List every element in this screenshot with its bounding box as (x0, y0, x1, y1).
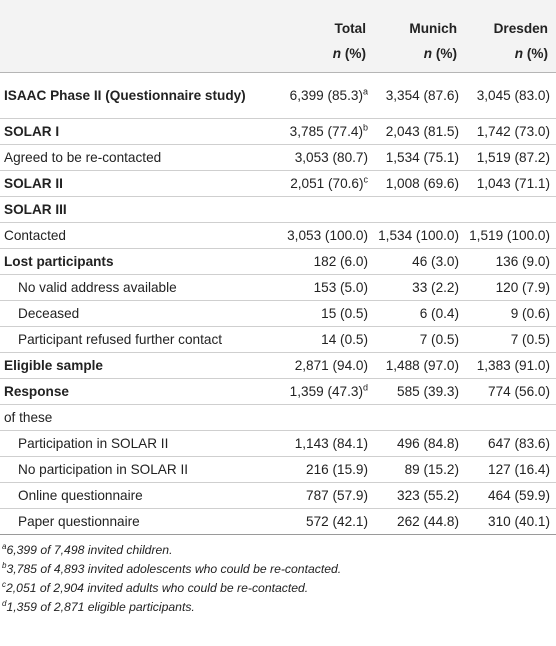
cell-munich (374, 145, 465, 171)
header-empty-cell (0, 0, 282, 37)
cell-value: 774 (56.0) (488, 384, 550, 399)
cell-total (282, 171, 374, 197)
cell-value: 1,043 (71.1) (476, 176, 550, 191)
row-label: Deceased (0, 301, 282, 327)
row-label: No participation in SOLAR II (0, 457, 282, 483)
cell-value: 1,008 (69.6) (385, 176, 459, 191)
cell-value: 6 (0.4) (419, 306, 459, 321)
cell-total (282, 431, 374, 457)
table-row (0, 379, 556, 405)
footnotes (0, 541, 556, 617)
cell-dresden (465, 379, 556, 405)
footnote-marker: b (362, 122, 368, 133)
row-label: No valid address available (0, 275, 282, 301)
cell-value: 182 (6.0) (313, 254, 368, 269)
footnote-mark: d (2, 598, 7, 608)
cell-value: 1,519 (100.0) (469, 228, 550, 243)
cell-value: 6,399 (85.3) (289, 88, 363, 103)
row-label: of these (0, 405, 282, 431)
cell-value: 7 (0.5) (510, 332, 550, 347)
row-label: Participation in SOLAR II (0, 431, 282, 457)
cell-munich (374, 171, 465, 197)
cell-munich (374, 353, 465, 379)
cell-munich (374, 275, 465, 301)
cell-value: 464 (59.9) (488, 488, 550, 503)
cell-value: 33 (2.2) (412, 280, 459, 295)
cell-value: 9 (0.6) (510, 306, 550, 321)
footnote-text: 3,785 of 4,893 invited adolescents who could be re-contacted. (6, 562, 342, 576)
cell-value: 1,742 (73.0) (476, 124, 550, 139)
table-body (0, 73, 556, 535)
cell-value: 127 (16.4) (488, 462, 550, 477)
table-row (0, 301, 556, 327)
cell-value: 3,045 (83.0) (476, 88, 550, 103)
footnote (2, 560, 556, 579)
table-row (0, 119, 556, 145)
cell-munich (374, 379, 465, 405)
cell-munich (374, 301, 465, 327)
cell-dresden (465, 249, 556, 275)
cell-value: 3,053 (80.7) (294, 150, 368, 165)
footnote (2, 579, 556, 598)
table-row (0, 73, 556, 119)
cell-total (282, 73, 374, 119)
cell-dresden (465, 431, 556, 457)
footnote-mark: b (2, 560, 7, 570)
footnote (2, 541, 556, 560)
row-label: Agreed to be re-contacted (0, 145, 282, 171)
footnote (2, 598, 556, 617)
row-label: Contacted (0, 223, 282, 249)
cell-total (282, 483, 374, 509)
cell-value: 1,488 (97.0) (385, 358, 459, 373)
table-row (0, 249, 556, 275)
cell-dresden (465, 171, 556, 197)
row-label: SOLAR III (0, 197, 282, 223)
cell-value: 46 (3.0) (412, 254, 459, 269)
table-header (0, 0, 556, 73)
footnote-text: 2,051 of 2,904 invited adults who could be re-contacted. (6, 581, 309, 595)
cell-value: 2,051 (70.6) (290, 176, 364, 191)
cell-dresden (465, 457, 556, 483)
cell-dresden (465, 145, 556, 171)
footnote-mark: a (2, 541, 7, 551)
cell-total (282, 405, 374, 431)
cell-value: 1,534 (100.0) (378, 228, 459, 243)
cell-value: 136 (9.0) (495, 254, 550, 269)
cell-value: 89 (15.2) (404, 462, 459, 477)
cell-total (282, 223, 374, 249)
cell-value: 3,785 (77.4) (289, 124, 363, 139)
subheader-pct: (%) (432, 45, 457, 61)
table-row (0, 197, 556, 223)
cell-value: 1,359 (47.3) (289, 384, 363, 399)
table-row (0, 275, 556, 301)
column-subheader-total (282, 37, 374, 73)
cell-dresden (465, 327, 556, 353)
cell-munich (374, 457, 465, 483)
cell-munich (374, 431, 465, 457)
cell-total (282, 275, 374, 301)
footnote-marker: d (362, 382, 368, 393)
column-header-total: Total (282, 0, 374, 37)
cell-dresden (465, 301, 556, 327)
cell-value: 1,519 (87.2) (476, 150, 550, 165)
cell-total (282, 353, 374, 379)
cell-munich (374, 483, 465, 509)
cell-total (282, 457, 374, 483)
cell-total (282, 379, 374, 405)
footnote-marker: c (363, 174, 368, 185)
row-label: SOLAR I (0, 119, 282, 145)
row-label: Response (0, 379, 282, 405)
cell-total (282, 197, 374, 223)
cell-dresden (465, 223, 556, 249)
subheader-n: n (332, 45, 342, 61)
cell-dresden (465, 509, 556, 535)
row-label: ISAAC Phase II (Questionnaire study) (0, 73, 282, 119)
cell-value: 496 (84.8) (397, 436, 459, 451)
table-row (0, 223, 556, 249)
cell-dresden (465, 275, 556, 301)
cell-dresden (465, 73, 556, 119)
cell-total (282, 301, 374, 327)
cell-value: 262 (44.8) (397, 514, 459, 529)
cell-value: 3,354 (87.6) (385, 88, 459, 103)
cell-munich (374, 73, 465, 119)
cell-value: 216 (15.9) (306, 462, 368, 477)
cell-value: 572 (42.1) (306, 514, 368, 529)
cell-value: 3,053 (100.0) (287, 228, 368, 243)
table-row (0, 353, 556, 379)
table-row (0, 145, 556, 171)
row-label: Online questionnaire (0, 483, 282, 509)
cell-munich (374, 197, 465, 223)
cell-value: 585 (39.3) (397, 384, 459, 399)
cell-value: 310 (40.1) (488, 514, 550, 529)
column-header-munich: Munich (374, 0, 465, 37)
cell-value: 2,043 (81.5) (385, 124, 459, 139)
cell-total (282, 249, 374, 275)
row-label: Participant refused further contact (0, 327, 282, 353)
cell-value: 1,143 (84.1) (294, 436, 368, 451)
subheader-pct: (%) (523, 45, 548, 61)
cell-munich (374, 405, 465, 431)
cell-value: 2,871 (94.0) (294, 358, 368, 373)
footnote-text: 6,399 of 7,498 invited children. (6, 543, 173, 557)
subheader-pct: (%) (341, 45, 366, 61)
table-row (0, 171, 556, 197)
cell-munich (374, 509, 465, 535)
column-header-dresden: Dresden (465, 0, 556, 37)
cell-munich (374, 119, 465, 145)
footnote-marker: a (362, 86, 368, 97)
cell-dresden (465, 119, 556, 145)
subheader-n: n (514, 45, 524, 61)
cell-munich (374, 327, 465, 353)
row-label: Eligible sample (0, 353, 282, 379)
footnote-text: 1,359 of 2,871 eligible participants. (6, 600, 195, 614)
cell-value: 15 (0.5) (321, 306, 368, 321)
cell-dresden (465, 353, 556, 379)
column-subheader-dresden (465, 37, 556, 73)
row-label: Lost participants (0, 249, 282, 275)
cell-total (282, 327, 374, 353)
cell-munich (374, 249, 465, 275)
cell-value: 120 (7.9) (495, 280, 550, 295)
table-row (0, 509, 556, 535)
cell-value: 153 (5.0) (313, 280, 368, 295)
table-row (0, 483, 556, 509)
table-row (0, 405, 556, 431)
cell-dresden (465, 197, 556, 223)
table-row (0, 431, 556, 457)
cell-total (282, 119, 374, 145)
footnote-mark: c (2, 579, 6, 589)
cell-value: 787 (57.9) (306, 488, 368, 503)
header-empty-cell (0, 37, 282, 73)
row-label: SOLAR II (0, 171, 282, 197)
subheader-n: n (423, 45, 433, 61)
cell-value: 323 (55.2) (397, 488, 459, 503)
cell-value: 1,383 (91.0) (476, 358, 550, 373)
table-row (0, 327, 556, 353)
row-label: Paper questionnaire (0, 509, 282, 535)
cell-dresden (465, 405, 556, 431)
table-row (0, 457, 556, 483)
cell-value: 7 (0.5) (419, 332, 459, 347)
cell-total (282, 145, 374, 171)
cell-munich (374, 223, 465, 249)
cell-total (282, 509, 374, 535)
cell-value: 647 (83.6) (488, 436, 550, 451)
column-subheader-munich (374, 37, 465, 73)
cell-value: 1,534 (75.1) (385, 150, 459, 165)
cell-value: 14 (0.5) (321, 332, 368, 347)
cell-dresden (465, 483, 556, 509)
